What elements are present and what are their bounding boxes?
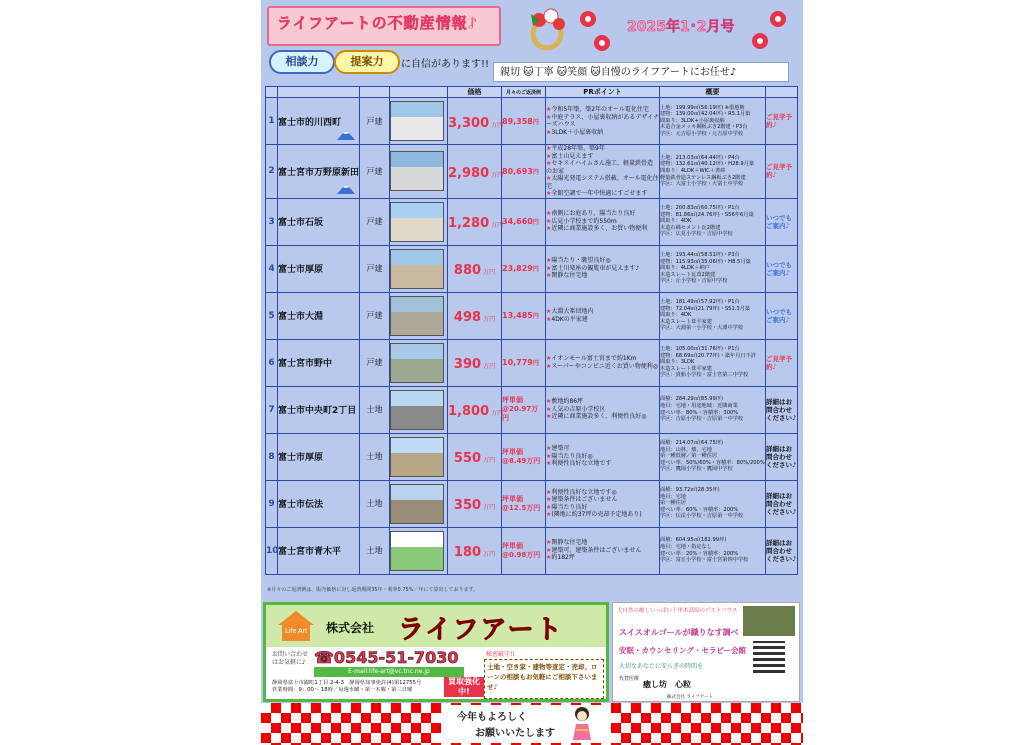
pr-point: ★建築可、建築条件はございません [546, 546, 642, 554]
row-number: 7 [266, 386, 278, 433]
badge-proposal: 提案力 [334, 50, 400, 74]
property-location: 富士宮市野中 [278, 339, 360, 386]
summary-line: 間取り：3LDK [660, 359, 695, 366]
monthly-payment: 10,779円 [502, 339, 546, 386]
star-icon: ★ [546, 496, 552, 503]
viewing-note[interactable]: いつでもご案内♪ [766, 292, 798, 339]
pr-points [546, 98, 660, 145]
star-icon: ★ [546, 539, 552, 547]
flyer [261, 0, 803, 745]
table-row [266, 480, 798, 527]
summary-line: 建物：72.04㎡(21.79坪)・S51.3月築 [660, 305, 751, 312]
pr-point: ★利便性良好な立地です [546, 460, 612, 468]
star-icon: ★ [546, 315, 552, 323]
property-summary [660, 292, 766, 339]
pr-point: ★閑静な住宅地 [546, 539, 588, 547]
star-icon: ★ [546, 362, 552, 370]
summary-line: 建物：68.69㎡(20.77坪)・築年月日不詳 [660, 352, 756, 359]
monthly-payment: 89,358円 [502, 98, 546, 145]
property-photo-cell [390, 245, 448, 292]
property-photo[interactable] [390, 296, 444, 336]
summary-line: 軽量鉄骨造ステンレス鋼板ぶき2階建 [660, 174, 746, 181]
pr-point: ★陽当たり・眺望良好◎ [546, 257, 611, 265]
star-icon: ★ [546, 554, 552, 562]
property-type: 戸建 [360, 339, 390, 386]
star-icon: ★ [546, 190, 552, 197]
property-price: 350 万円 [448, 480, 502, 527]
star-icon: ★ [546, 460, 552, 468]
repayment-note: ※月々のご返済例は、販売価格に対し返済期間35年・利率0.75%／年にて算出しております。 [267, 587, 479, 593]
summary-line: 土地：181.49㎡(57.92坪)・P1台 [660, 299, 740, 306]
summary-line: 学区：伝法小学校・吉原第一中学校 [660, 513, 744, 520]
pr-point: ★近隣に商業施設多く、お買い物便利 [546, 225, 648, 233]
property-photo-cell [390, 339, 448, 386]
header-monthly: 月々のご返済例 [502, 87, 546, 98]
kimono-girl-icon [567, 706, 597, 740]
summary-line: 木造石綿セメント瓦2階建 [660, 224, 721, 231]
ad-headline: 大自然の癒しいっぱい十里木高原のゲストハウス [617, 608, 738, 614]
property-summary [660, 527, 766, 574]
star-icon: ★ [546, 152, 552, 160]
property-type: 戸建 [360, 98, 390, 145]
star-icon: ★ [546, 175, 552, 182]
greeting-line-1: 今年もよろしく [457, 712, 527, 723]
pr-point: ★4DKの平家建 [546, 315, 588, 323]
summary-line: 面積：284.29㎡(85.99坪) [660, 396, 723, 403]
pr-point: ★閑静な住宅地 [546, 272, 588, 280]
summary-line: 第一種住居 [660, 500, 686, 507]
property-photo-cell [390, 386, 448, 433]
pr-point: ★富士川楽座の観覧車が見えます♪ [546, 264, 640, 272]
property-photo[interactable] [390, 343, 444, 383]
pr-points [546, 433, 660, 480]
pr-point: ★敷地約86坪 [546, 398, 584, 406]
table-row [266, 198, 798, 245]
pr-point: ★近隣に商業施設多く、利便性良好◎ [546, 413, 647, 421]
property-summary [660, 145, 766, 199]
property-summary [660, 245, 766, 292]
row-number: 3 [266, 198, 278, 245]
table-header-row [266, 87, 798, 98]
pr-point: ★約182坪 [546, 554, 575, 562]
property-location: 富士市伝法 [278, 480, 360, 527]
property-photo[interactable] [390, 202, 444, 242]
header-price: 価格 [448, 87, 502, 98]
pr-point: ★広見小学校まで約550m [546, 217, 617, 225]
company-header [266, 605, 606, 647]
plum-flower-icon [769, 10, 787, 28]
summary-line: 間取り：4LDK＋WIC＋書庫 [660, 167, 726, 174]
property-location: 富士宮市万野原新田 [278, 145, 360, 199]
viewing-note[interactable]: 詳細はお問合わせください♪ [766, 433, 798, 480]
property-location: 富士市中央町2丁目 [278, 386, 360, 433]
pr-point: ★陽当たり良好 [546, 503, 588, 511]
row-number: 6 [266, 339, 278, 386]
badge-consult: 相談力 [269, 50, 335, 74]
property-type: 土地 [360, 433, 390, 480]
mount-fuji-icon [337, 184, 355, 194]
row-number: 1 [266, 98, 278, 145]
mount-fuji-icon [337, 130, 355, 140]
table-row [266, 292, 798, 339]
pr-point: ★人気の吉原小学校区 [546, 405, 606, 413]
summary-line: 建ぺい率：20%・容積率：200% [660, 550, 739, 557]
house-logo-icon [276, 609, 316, 643]
pr-points [546, 292, 660, 339]
summary-line: 学区：鷹岡小学校・鷹岡中学校 [660, 466, 733, 473]
ad-line-1: スイスオルゴールが織りなす調べ [619, 628, 739, 637]
ad-rep-label: 代替医療 [619, 676, 640, 682]
star-icon: ★ [546, 106, 552, 113]
summary-line: 学区：富丘小学校・富士宮第四中学校 [660, 557, 749, 564]
pr-point: ★建築条件はございません [546, 496, 618, 503]
property-type: 戸建 [360, 292, 390, 339]
confidential-label: 秘密厳守!! [486, 651, 515, 658]
summary-line: 木造スレート葺平家建 [660, 318, 712, 325]
property-type: 戸建 [360, 145, 390, 199]
pr-point: ★建築可 [546, 445, 570, 453]
property-type: 土地 [360, 386, 390, 433]
plum-flower-icon [579, 10, 597, 28]
summary-line: 建物：139.00㎡(42.04坪)・R5.1月築 [660, 111, 751, 118]
viewing-note[interactable]: いつでもご案内♪ [766, 198, 798, 245]
viewing-note[interactable]: 詳細はお問合わせください♪ [766, 386, 798, 433]
property-photo[interactable] [390, 484, 444, 524]
monthly-payment: 23,829円 [502, 245, 546, 292]
property-photo[interactable] [390, 249, 444, 289]
viewing-note[interactable]: 詳細はお問合わせください♪ [766, 527, 798, 574]
summary-line: 学区：吉原小学校・吉原第一中学校 [660, 416, 744, 423]
summary-line: 地目：宅地・用途地域：近隣商業 [660, 402, 738, 409]
pr-points [546, 386, 660, 433]
ad-subline: 大切なあなたに安らぎの時間を [619, 663, 704, 670]
summary-line: 建ぺい率：50%/60%・容積率：80%/200% [660, 459, 765, 466]
star-icon: ★ [546, 113, 552, 121]
land-unit-price: 坪単価@8.49万円 [502, 433, 546, 480]
pr-points [546, 339, 660, 386]
star-icon: ★ [546, 210, 552, 218]
property-location: 富士市大淵 [278, 292, 360, 339]
pr-points [546, 198, 660, 245]
viewing-note[interactable]: 詳細はお問合わせください♪ [766, 480, 798, 527]
summary-line: 建物：132.61㎡(40.12坪)・H28.9月築 [660, 161, 755, 168]
pr-point: ★利便性良好な立地です◎ [546, 488, 617, 496]
viewing-note[interactable]: ご見学予約♪ [766, 339, 798, 386]
star-icon: ★ [546, 398, 552, 406]
guesthouse-photo [743, 606, 795, 636]
land-unit-price: 坪単価@0.98万円 [502, 527, 546, 574]
property-summary [660, 480, 766, 527]
property-photo[interactable] [390, 101, 444, 141]
table-row [266, 433, 798, 480]
star-icon: ★ [546, 413, 552, 421]
header-summary: 概要 [660, 87, 766, 98]
pr-point: ★陽当たり良好◎ [546, 452, 593, 460]
summary-line: 地目：宅地・指定なし [660, 543, 712, 550]
summary-line: 学区：元吉原小学校・元吉原中学校 [660, 130, 744, 137]
pr-point: ★全館空調で一年中快適にすごせます [546, 190, 648, 197]
ad-footer: 株式会社 ライフアート [667, 695, 714, 700]
summary-line: 地目：山林、畑、宅地 [660, 446, 712, 453]
summary-line: 木造スレート葺平家建 [660, 365, 712, 372]
plum-flower-icon [751, 32, 769, 50]
summary-line: 間取り：3LDK+小屋裏収納 [660, 117, 725, 124]
property-photo-cell [390, 433, 448, 480]
property-price: 2,980 万円 [448, 145, 502, 199]
property-price: 390 万円 [448, 339, 502, 386]
property-photo[interactable] [390, 437, 444, 477]
property-price: 880 万円 [448, 245, 502, 292]
property-photo-cell [390, 292, 448, 339]
property-summary [660, 433, 766, 480]
property-price: 550 万円 [448, 433, 502, 480]
pr-point: ★セキスイハイムさん施工、軽量鉄骨造のお家 [546, 160, 654, 175]
star-icon: ★ [546, 511, 552, 518]
company-block [263, 602, 609, 702]
summary-line: 地目：宅地 [660, 493, 686, 500]
summary-line: 面積：93.72㎡(28.35坪) [660, 487, 720, 494]
property-price: 1,280 万円 [448, 198, 502, 245]
ad-brand-name: 癒し坊 心粒 [643, 680, 691, 689]
ad-line-2: 安眠・カウンセリング・セラピー会館 [619, 646, 747, 655]
row-number: 4 [266, 245, 278, 292]
property-photo-cell [390, 145, 448, 199]
property-price: 1,800 万円 [448, 386, 502, 433]
table-row [266, 386, 798, 433]
summary-line: 面積：214.07㎡(64.75坪) [660, 440, 723, 447]
row-number: 8 [266, 433, 278, 480]
pr-point: ★平成28年築、築9年 [546, 145, 605, 152]
star-icon: ★ [546, 405, 552, 413]
land-unit-price: 坪単価@12.5万円 [502, 480, 546, 527]
property-summary [660, 98, 766, 145]
pr-point: ★中庭テラス、小屋裏収納があるデザイナーズハウス [546, 113, 659, 128]
star-icon: ★ [546, 257, 552, 265]
buyback-stamp: 買取強化中! [444, 677, 484, 697]
pr-point: ★大淵大峯団地内 [546, 308, 594, 315]
row-number: 9 [266, 480, 278, 527]
viewing-note[interactable]: いつでもご案内♪ [766, 245, 798, 292]
row-number: 10 [266, 527, 278, 574]
table-row [266, 339, 798, 386]
summary-line: 土地：105.00㎡(31.76坪)・P1台 [660, 346, 740, 353]
summary-line: 建物：81.86㎡(24.76坪)・S56年6月築 [660, 211, 754, 218]
summary-line: 土地：200.83㎡(60.75坪)・P1台 [660, 205, 740, 212]
qr-code-icon[interactable] [753, 641, 785, 673]
guesthouse-ad [612, 602, 800, 702]
svg-text:Life Art: Life Art [285, 628, 307, 635]
property-price: 180 万円 [448, 527, 502, 574]
viewing-note[interactable]: ご見学予約♪ [766, 145, 798, 199]
land-unit-price: 坪単価@20.97万円 [502, 386, 546, 433]
table-row [266, 145, 798, 199]
page-title: ライフアートの不動産情報♪ [277, 14, 479, 32]
property-photo[interactable] [390, 531, 444, 571]
summary-line: 建ぺい率：60%・容積率：200% [660, 506, 739, 513]
star-icon: ★ [546, 488, 552, 496]
monthly-payment: 34,660円 [502, 198, 546, 245]
pr-point: ★南側にお庭あり、陽当たり良好 [546, 210, 636, 218]
pr-points [546, 245, 660, 292]
pr-point: ★スーパーやコンビニ近くお買い物便利◎ [546, 362, 659, 370]
pr-points [546, 480, 660, 527]
monthly-payment: 80,693円 [502, 145, 546, 199]
row-number: 2 [266, 145, 278, 199]
property-photo-cell [390, 98, 448, 145]
greeting-line-2: お願いいたします [475, 728, 555, 739]
property-summary [660, 386, 766, 433]
plum-flower-icon [593, 34, 611, 52]
summary-line: 土地：193.44㎡(58.51坪)・P3台 [660, 252, 740, 259]
summary-line: 学区：貴船小学校・富士宮第三中学校 [660, 372, 749, 379]
summary-line: 木造合金メッキ鋼板ぶき2階建・P3台 [660, 124, 748, 131]
summary-line: 土地：213.03㎡(64.44坪)・P4台 [660, 154, 740, 161]
summary-line: 間取り：4DK [660, 312, 692, 319]
services-box: 土地・空き家・建物等査定・売却、ローンの相談もお気軽にご相談下さいませ♪ [484, 659, 604, 699]
new-year-wreath-icon [523, 6, 571, 54]
property-photo[interactable] [390, 151, 444, 191]
table-row [266, 527, 798, 574]
header-pr: PRポイント [546, 87, 660, 98]
pr-point: ★富士山見えます [546, 152, 594, 160]
row-number: 5 [266, 292, 278, 339]
star-icon: ★ [546, 355, 552, 362]
badge-tagline: に自信があります!! [401, 59, 490, 70]
company-name-prefix: 株式会社 [326, 621, 375, 635]
issue-label: 2025年1･2月号 [627, 19, 735, 35]
star-icon: ★ [546, 217, 552, 225]
summary-line: 土地：199.99㎡(56.19坪) ※借地権 [660, 104, 745, 111]
table-row [266, 98, 798, 145]
star-icon: ★ [546, 160, 552, 167]
summary-line: 学区：大富士小学校・大富士中学校 [660, 181, 744, 188]
summary-line: 学区：大淵第一小学校・大淵中学校 [660, 325, 744, 332]
star-icon: ★ [546, 308, 552, 315]
pr-points [546, 145, 660, 199]
star-icon: ★ [546, 503, 552, 511]
summary-line: 面積：604.95㎡(182.99坪) [660, 537, 727, 544]
star-icon: ★ [546, 546, 552, 554]
pr-point: ★3LDK＋小屋裏収納 [546, 128, 604, 136]
summary-line: 第一種低層／第一種住居 [660, 453, 718, 460]
company-address: 静岡県富士市錦町1丁目 2-4-3 静岡県知事免許(4)第12755号 営業時間：9：00～ 18時／毎週水曜・第一木曜・第三日曜 [272, 680, 422, 693]
pr-points [546, 527, 660, 574]
property-type: 土地 [360, 527, 390, 574]
pr-point: ★(隣地に約37坪の売却予定地あり) [546, 511, 642, 518]
property-type: 戸建 [360, 198, 390, 245]
property-location: 富士市石坂 [278, 198, 360, 245]
property-location: 富士宮市青木平 [278, 527, 360, 574]
property-photo[interactable] [390, 390, 444, 430]
star-icon: ★ [546, 272, 552, 280]
summary-line: 学区：広見小学校・吉原中学校 [660, 231, 733, 238]
property-price: 498 万円 [448, 292, 502, 339]
star-icon: ★ [546, 128, 552, 136]
pr-point: ★太陽光発電システム搭載、オール電化住宅 [546, 175, 659, 190]
star-icon: ★ [546, 445, 552, 453]
summary-line: 間取り：4LDK＋納戸 [660, 265, 710, 272]
star-icon: ★ [546, 452, 552, 460]
property-table [265, 86, 798, 575]
inquiry-text: お問い合わせはお気軽に♪ [272, 651, 309, 666]
slogan-box: 親切 🐱丁寧 🐱笑顔 🐱自慢のライフアートにお任せ♪ [493, 62, 789, 82]
star-icon: ★ [546, 145, 552, 152]
property-location: 富士市厚原 [278, 433, 360, 480]
property-photo-cell [390, 527, 448, 574]
summary-line: 建物：115.93㎡(35.06坪)・H8.5月築 [660, 258, 751, 265]
property-photo-cell [390, 480, 448, 527]
property-photo-cell [390, 198, 448, 245]
property-location: 富士市厚原 [278, 245, 360, 292]
monthly-payment: 13,485円 [502, 292, 546, 339]
summary-line: 学区：丘小学校・吉原中学校 [660, 278, 728, 285]
property-summary [660, 339, 766, 386]
company-name: ライフアート [398, 615, 564, 645]
star-icon: ★ [546, 264, 552, 272]
summary-line: 木造スレート瓦葺2階建 [660, 271, 716, 278]
property-type: 戸建 [360, 245, 390, 292]
table-row [266, 245, 798, 292]
property-price: 3,300 万円 [448, 98, 502, 145]
pr-point: ★令和5年築、築2年のオール電化住宅 [546, 106, 649, 113]
star-icon: ★ [546, 225, 552, 233]
company-phone[interactable]: ☎0545-51-7030 [314, 648, 459, 667]
viewing-note[interactable]: ご見学予約♪ [766, 98, 798, 145]
pr-point: ★イオンモール富士宮まで約1Km [546, 355, 637, 362]
property-summary [660, 198, 766, 245]
property-location: 富士市的川西町 [278, 98, 360, 145]
property-type: 土地 [360, 480, 390, 527]
summary-line: 間取り：4DK [660, 218, 692, 225]
summary-line: 建ぺい率：80%・容積率：300% [660, 409, 739, 416]
company-email[interactable]: E-mail:life-art@vc.tnc.ne.jp [314, 667, 464, 677]
